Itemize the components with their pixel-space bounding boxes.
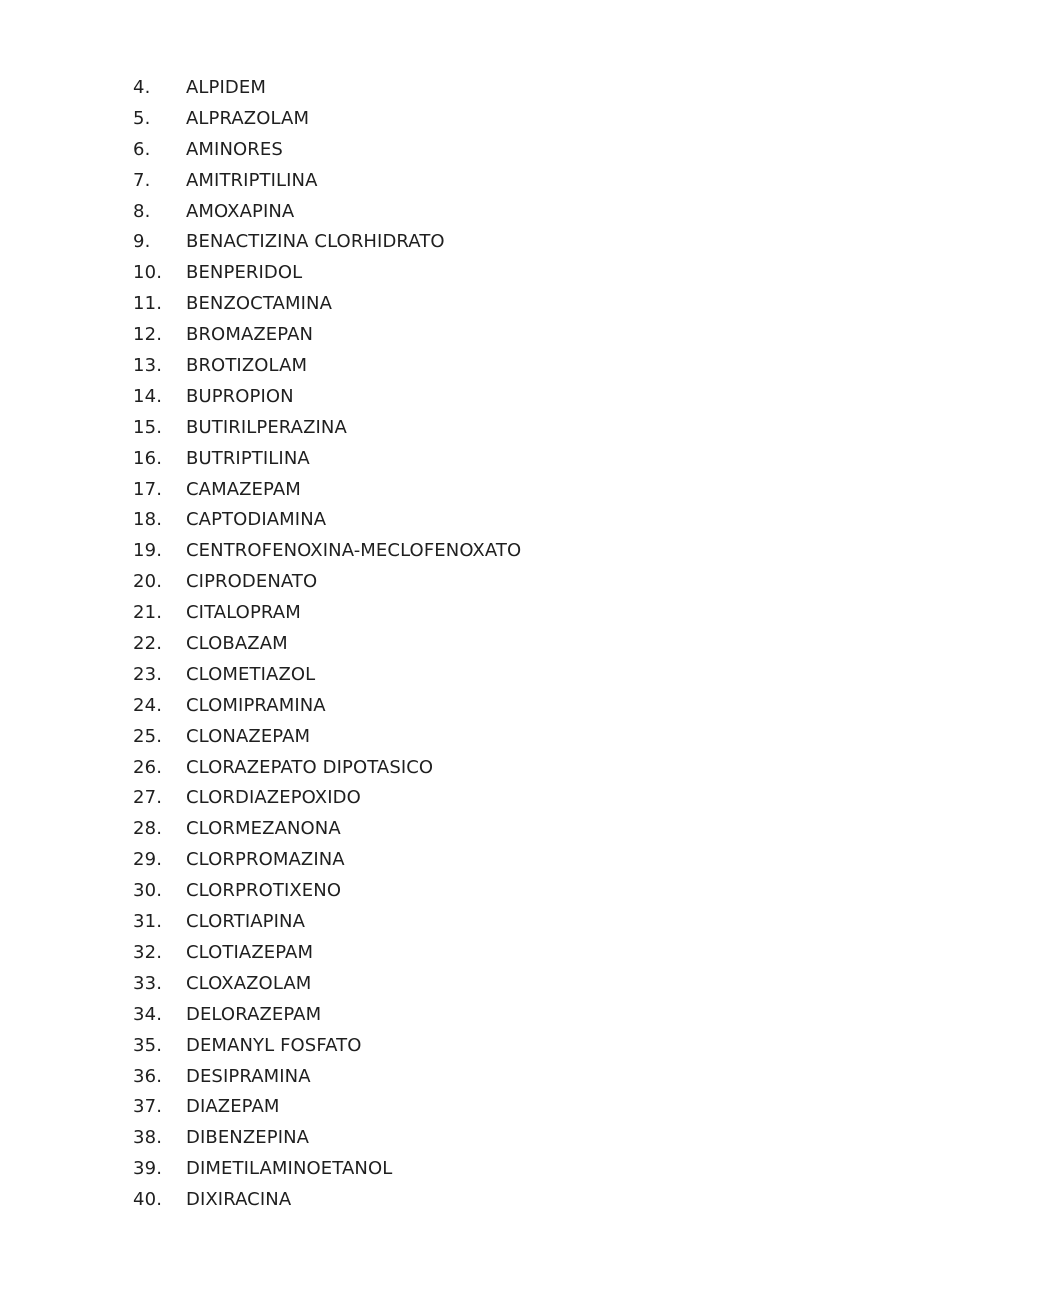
list-item-number: 22. (133, 633, 163, 655)
list-item (133, 536, 521, 567)
list-item-number: 37. (133, 1096, 163, 1118)
list-item-label: BUTRIPTILINA (186, 447, 310, 469)
list-item (133, 629, 521, 660)
list-item-number: 29. (133, 849, 163, 871)
list-item (133, 197, 521, 228)
list-item-label: CAMAZEPAM (186, 478, 301, 500)
list-item-label: CLORPROMAZINA (186, 849, 345, 871)
list-item (133, 567, 521, 598)
list-item-label: CLOXAZOLAM (186, 972, 312, 994)
list-item-label: ALPIDEM (186, 77, 266, 98)
list-item-number: 30. (133, 880, 163, 902)
list-item (133, 166, 521, 197)
list-item-label: BENZOCTAMINA (186, 293, 332, 315)
list-item (133, 444, 521, 475)
list-item-number: 23. (133, 663, 163, 685)
list-item-label: BROMAZEPAN (186, 324, 314, 346)
list-item (133, 505, 521, 536)
list-item (133, 938, 521, 969)
list-item-label: CLOTIAZEPAM (186, 941, 314, 963)
list-item (133, 753, 521, 784)
list-item-label: BROTIZOLAM (186, 355, 308, 377)
list-item-label: DIXIRACINA (186, 1189, 292, 1211)
list-item-number: 31. (133, 911, 163, 933)
list-item-number: 15. (133, 416, 163, 438)
list-item-label: CLORTIAPINA (186, 911, 305, 933)
list-item-number: 39. (133, 1158, 163, 1180)
list-item-label: DIMETILAMINOETANOL (186, 1158, 393, 1180)
list-item-label: CIPRODENATO (186, 571, 318, 593)
list-item (133, 104, 521, 135)
list-item-number: 4. (133, 77, 151, 98)
list-item (133, 1185, 521, 1216)
list-item (133, 598, 521, 629)
list-item (133, 1092, 521, 1123)
list-item-label: BUPROPION (186, 385, 294, 407)
list-item-label: CITALOPRAM (186, 602, 301, 624)
list-item-number: 33. (133, 972, 163, 994)
list-item-label: BUTIRILPERAZINA (186, 416, 347, 438)
list-item (133, 258, 521, 289)
list-item (133, 1062, 521, 1093)
list-item (133, 691, 521, 722)
list-item-label: CLORDIAZEPOXIDO (186, 787, 361, 809)
list-item-number: 25. (133, 725, 163, 747)
list-item-number: 6. (133, 138, 151, 160)
list-item-label: CLORAZEPATO DIPOTASICO (186, 756, 434, 778)
list-item-number: 26. (133, 756, 163, 778)
list-item-label: CAPTODIAMINA (186, 509, 327, 531)
list-item (133, 1123, 521, 1154)
list-item (133, 351, 521, 382)
list-item (133, 814, 521, 845)
list-item (133, 845, 521, 876)
list-item-number: 5. (133, 107, 151, 129)
list-item-label: BENACTIZINA CLORHIDRATO (186, 231, 445, 253)
list-item-label: DELORAZEPAM (186, 1003, 322, 1025)
list-item-label: DEMANYL FOSFATO (186, 1034, 362, 1056)
list-item-label: AMITRIPTILINA (186, 169, 318, 191)
list-item (133, 135, 521, 166)
list-item (133, 289, 521, 320)
list-item (133, 722, 521, 753)
list-item-label: CLOMIPRAMINA (186, 694, 326, 716)
list-item-number: 28. (133, 818, 163, 840)
list-item-label: CLOBAZAM (186, 633, 288, 655)
list-item-label: ALPRAZOLAM (186, 107, 310, 129)
list-item (133, 227, 521, 258)
list-item (133, 382, 521, 413)
list-item-number: 16. (133, 447, 163, 469)
list-item-number: 14. (133, 385, 163, 407)
list-item-number: 32. (133, 941, 163, 963)
list-item-number: 24. (133, 694, 163, 716)
list-item (133, 1154, 521, 1185)
list-item-number: 18. (133, 509, 163, 531)
list-item-number: 20. (133, 571, 163, 593)
list-item-number: 17. (133, 478, 163, 500)
list-item (133, 1031, 521, 1062)
list-item-label: DESIPRAMINA (186, 1065, 311, 1087)
list-item-label: CENTROFENOXINA-MECLOFENOXATO (186, 540, 522, 562)
list-item-label: DIBENZEPINA (186, 1127, 310, 1149)
list-item (133, 660, 521, 691)
list-item-label: CLORPROTIXENO (186, 880, 342, 902)
list-item-label: CLONAZEPAM (186, 725, 311, 747)
list-item (133, 413, 521, 444)
drug-list (133, 73, 521, 1216)
list-item (133, 969, 521, 1000)
list-item-number: 34. (133, 1003, 163, 1025)
list-item-label: CLORMEZANONA (186, 818, 341, 840)
list-item-label: BENPERIDOL (186, 262, 303, 284)
list-item-label: AMOXAPINA (186, 200, 295, 222)
list-item-number: 40. (133, 1189, 163, 1211)
list-item-label: CLOMETIAZOL (186, 663, 316, 685)
list-item (133, 907, 521, 938)
list-item-number: 36. (133, 1065, 163, 1087)
list-item-number: 19. (133, 540, 163, 562)
list-item-number: 38. (133, 1127, 163, 1149)
list-item-number: 7. (133, 169, 151, 191)
list-item-label: DIAZEPAM (186, 1096, 280, 1118)
list-item-number: 13. (133, 355, 163, 377)
list-item (133, 320, 521, 351)
list-item-label: AMINORES (186, 138, 283, 160)
list-item-number: 27. (133, 787, 163, 809)
list-item (133, 475, 521, 506)
list-item-number: 10. (133, 262, 163, 284)
list-item (133, 783, 521, 814)
list-item (133, 876, 521, 907)
list-item (133, 73, 521, 104)
list-item-number: 9. (133, 231, 151, 253)
list-item-number: 35. (133, 1034, 163, 1056)
list-item-number: 12. (133, 324, 163, 346)
list-item-number: 11. (133, 293, 163, 315)
list-item (133, 1000, 521, 1031)
list-item-number: 8. (133, 200, 151, 222)
list-item-number: 21. (133, 602, 163, 624)
